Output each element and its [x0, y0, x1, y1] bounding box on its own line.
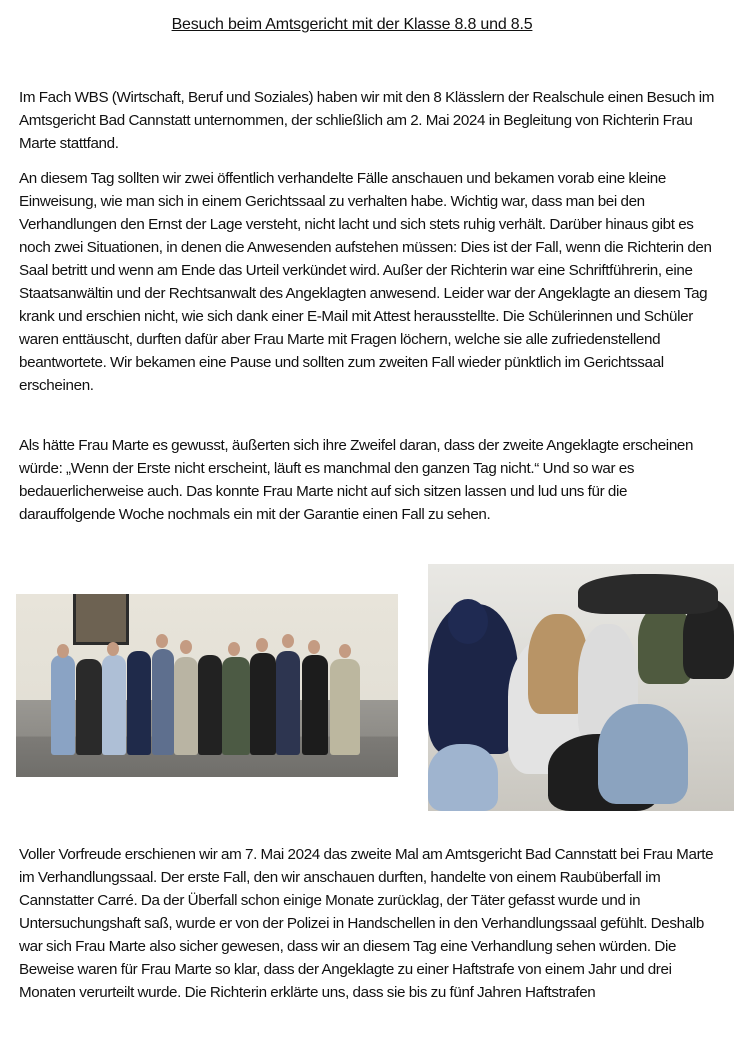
document-title: Besuch beim Amtsgericht mit der Klasse 8.8 und 8.5 [171, 16, 533, 33]
paragraph-second-defendant: Als hätte Frau Marte es gewusst, äußerten sich ihre Zweifel daran, dass der zweite Angeklagte erscheinen würde: „Wenn der Erste nicht erscheint, läuft es manchmal den ganzen Tag nicht.“ Und so war es bedauerlicherweise auch. Das konnte Frau Marte nicht auf sich sitzen lassen und lud uns für die darauffolgende Woche nochmals ein mit der Garantie einen Fall zu sehen. [19, 437, 694, 523]
paragraph-intro: Im Fach WBS (Wirtschaft, Beruf und Soziales) haben wir mit den 8 Klässlern der Realschule einen Besuch im Amtsgericht Bad Cannstatt unternommen, der schließlich am 2. Mai 2024 in Begleitung von Richterin Frau Marte stattfand. [19, 89, 715, 152]
courtroom-photo [428, 564, 734, 811]
paragraph-first-visit: An diesem Tag sollten wir zwei öffentlich verhandelte Fälle anschauen und bekamen vorab eine kleine Einweisung, wie man sich in einem Gerichtssaal zu verhalten habe. Wichtig war, dass man bei den Verhandlungen den Ernst der Lage versteht, nicht lacht und sich stets ruhig verhält. Darüber hinaus gibt es noch zwei Situationen, in denen die Anwesenden aufstehen müssen: Dies ist der Fall, wenn die Richterin den Saal betritt und wenn am Ende das Urteil verkündet wird. Außer der Richterin war eine Schriftführerin, eine Staatsanwältin und der Rechtsanwalt des Angeklagten anwesend. Leider war der Angeklagte an diesem Tag krank und erschien nicht, wie sich dank einer E-Mail mit Attest herausstellte. Die Schülerinnen und Schüler waren enttäuscht, durften dafür aber Frau Marte mit Fragen löchern, welche sie alle zufriedenstellend beantwortete. Wir bekamen eine Pause und sollten zum zweiten Fall wieder pünktlich im Gerichtssaal erscheinen. [19, 170, 712, 394]
group-photo [16, 594, 398, 777]
building-window [73, 594, 129, 645]
paragraph-second-visit: Voller Vorfreude erschienen wir am 7. Mai 2024 das zweite Mal am Amtsgericht Bad Cannstatt bei Frau Marte im Verhandlungssaal. Der erste Fall, den wir anschauen durften, handelte von einem Raubüberfall im Cannstatter Carré. Da der Überfall schon einige Monate zurücklag, der Täter gefasst wurde und in Untersuchungshaft saß, wurde er von der Polizei in Handschellen in den Verhandlungssaal gefühlt. Deshalb war sich Frau Marte also sicher gewesen, dass wir an diesem Tag eine Verhandlung sehen würden. Die Beweise waren für Frau Marte so klar, dass der Angeklagte zu einer Haftstrafe von einem Jahr und drei Monaten verurteilt wurde. Die Richterin erklärte uns, dass sie bis zu fünf Jahren Haftstrafen [19, 846, 714, 1001]
